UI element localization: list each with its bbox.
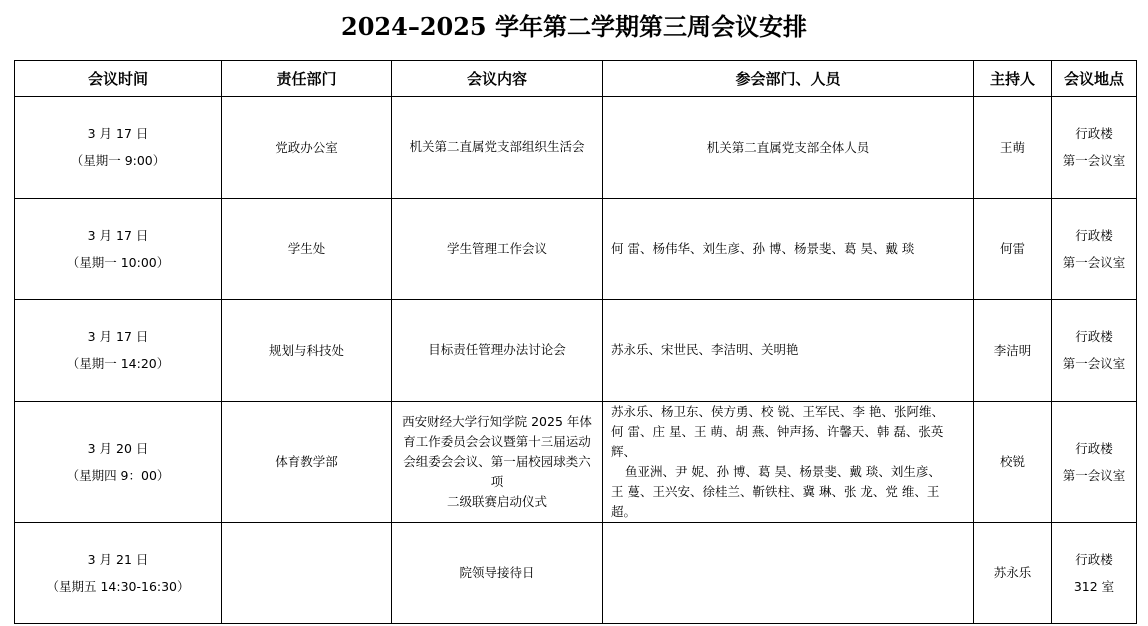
department-cell: [222, 522, 392, 624]
location-room: 第一会议室: [1062, 467, 1126, 483]
meeting-schedule-table: [14, 60, 1137, 624]
location-room: 第一会议室: [1062, 356, 1126, 372]
meeting-time-cell: [15, 522, 222, 624]
attendee-line: 何 雷、庄 星、王 萌、胡 燕、钟声扬、许馨天、韩 磊、张英辉、: [611, 423, 944, 459]
header-content: 会议内容: [392, 61, 603, 97]
department-cell: 学生处: [222, 198, 392, 300]
table-row: [15, 401, 1137, 522]
header-time: 会议时间: [15, 61, 222, 97]
meeting-time-cell: [15, 401, 222, 522]
content-cell: 院领导接待日: [392, 522, 603, 624]
document-title: 2024–2025 学年第二学期第三周会议安排: [341, 12, 807, 41]
meeting-weekday-time: （星期一 9:00）: [70, 153, 166, 169]
location-cell: [1052, 300, 1137, 402]
location-cell: [1052, 522, 1137, 624]
attendees-cell: 何 雷、杨伟华、刘生彦、孙 博、杨景斐、葛 昊、戴 琰: [603, 198, 974, 300]
meeting-date: 3 月 21 日: [87, 551, 149, 567]
attendees-cell: [603, 401, 974, 522]
header-location: 会议地点: [1052, 61, 1137, 97]
department-cell: 体育教学部: [222, 401, 392, 522]
location-cell: [1052, 97, 1137, 199]
meeting-date: 3 月 20 日: [87, 440, 149, 456]
table-row: [15, 300, 1137, 402]
meeting-date: 3 月 17 日: [87, 126, 149, 142]
meeting-time-cell: [15, 198, 222, 300]
location-cell: [1052, 198, 1137, 300]
content-line: 西安财经大学行知学院 2025 年体: [402, 413, 592, 429]
content-line: 会组委会会议、第一届校园球类六项: [403, 453, 591, 489]
host-cell: 李洁明: [974, 300, 1052, 402]
content-line: 二级联赛启动仪式: [446, 493, 547, 509]
meeting-weekday-time: （星期五 14:30-16:30）: [46, 578, 190, 594]
content-cell: 机关第二直属党支部组织生活会: [392, 97, 603, 199]
meeting-weekday-time: （星期四 9：00）: [66, 467, 170, 483]
attendee-line: 王 蔓、王兴安、徐桂兰、靳铁柱、冀 琳、张 龙、党 维、王 超。: [611, 483, 940, 519]
location-room: 第一会议室: [1062, 153, 1126, 169]
meeting-time-cell: [15, 97, 222, 199]
meeting-date: 3 月 17 日: [87, 329, 149, 345]
content-cell: 学生管理工作会议: [392, 198, 603, 300]
location-cell: [1052, 401, 1137, 522]
host-cell: 校锐: [974, 401, 1052, 522]
host-cell: 王萌: [974, 97, 1052, 199]
table-row: [15, 522, 1137, 624]
header-department: 责任部门: [222, 61, 392, 97]
location-building: 行政楼: [1075, 126, 1113, 142]
department-cell: 党政办公室: [222, 97, 392, 199]
meeting-time-cell: [15, 300, 222, 402]
table-header-row: [15, 61, 1137, 97]
location-building: 行政楼: [1075, 440, 1113, 456]
location-building: 行政楼: [1075, 329, 1113, 345]
location-room: 第一会议室: [1062, 254, 1126, 270]
meeting-weekday-time: （星期一 10:00）: [66, 254, 170, 270]
attendee-line: 鱼亚洲、尹 妮、孙 博、葛 昊、杨景斐、戴 琰、刘生彦、: [625, 463, 941, 479]
content-cell: [392, 401, 603, 522]
location-building: 行政楼: [1075, 551, 1113, 567]
header-host: 主持人: [974, 61, 1052, 97]
header-attendees: 参会部门、人员: [603, 61, 974, 97]
table-row: [15, 198, 1137, 300]
attendees-cell: 苏永乐、宋世民、李洁明、关明艳: [603, 300, 974, 402]
content-line: 育工作委员会会议暨第十三届运动: [403, 433, 591, 449]
table-row: [15, 97, 1137, 199]
attendees-cell: 机关第二直属党支部全体人员: [603, 97, 974, 199]
location-room: 312 室: [1073, 578, 1115, 594]
host-cell: 何雷: [974, 198, 1052, 300]
host-cell: 苏永乐: [974, 522, 1052, 624]
attendee-line: 苏永乐、杨卫东、侯方勇、校 锐、王军民、李 艳、张阿维、: [611, 403, 944, 419]
location-building: 行政楼: [1075, 227, 1113, 243]
content-cell: 目标责任管理办法讨论会: [392, 300, 603, 402]
attendees-cell: [603, 522, 974, 624]
meeting-weekday-time: （星期一 14:20）: [66, 356, 170, 372]
meeting-date: 3 月 17 日: [87, 227, 149, 243]
department-cell: 规划与科技处: [222, 300, 392, 402]
